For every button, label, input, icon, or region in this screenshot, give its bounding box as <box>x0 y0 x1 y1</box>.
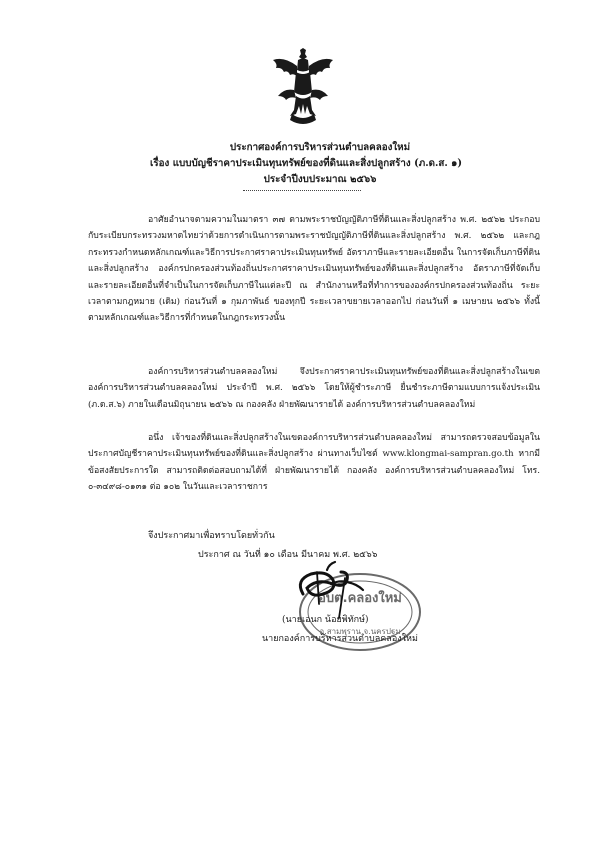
title-divider <box>243 190 361 191</box>
paragraph-3: อนึ่ง เจ้าของที่ดินและสิ่งปลูกสร้างในเขตองค์การบริหารส่วนตำบลคลองใหม่ สามารถตรวจสอบข้อมูลในประกาศบัญชีราคาประเมินทุนทรัพย์ของที่ดินและสิ่งปลูกสร้าง ผ่านทางเว็บไซต์ www.klongmai-sampran.go.th หากมีข้อสงสัยประการใด สามารถติดต่อสอบถามได้ที่ ฝ่ายพัฒนารายได้ กองคลัง องค์การบริหารส่วนตำบลคลองใหม่ โทร. ๐-๓๔๙๘-๐๑๓๑ ต่อ ๑๐๒ ในวันและเวลาราชการ <box>88 433 540 493</box>
document-title <box>130 140 510 188</box>
title-line-2: เรื่อง แบบบัญชีราคาประเมินทุนทรัพย์ของที่ดินและสิ่งปลูกสร้าง (ภ.ด.ส. ๑) <box>150 158 463 169</box>
paragraph-2: องค์การบริหารส่วนตำบลคลองใหม่ จึงประกาศราคาประเมินทุนทรัพย์ของที่ดินและสิ่งปลูกสร้างในเขต องค์การบริหารส่วนตำบลคลองใหม่ ประจำปี พ.ศ. ๒๕๖๖ โดยให้ผู้ชำระภาษี ยื่นชำระภาษีตามแบบการแจ้งประเมิน (ภ.ด.ส.๖) ภายในเดือนมิถุนายน ๒๕๖๖ ณ กองคลัง ฝ่ายพัฒนารายได้ องค์การบริหารส่วนตำบลคลองใหม่ <box>88 367 540 410</box>
signature <box>287 560 383 620</box>
paragraph-1: อาศัยอำนาจตามความในมาตรา ๓๗ ตามพระราชบัญญัติภาษีที่ดินและสิ่งปลูกสร้าง พ.ศ. ๒๕๖๒ ประกอบกับระเบียบกระทรวงมหาดไทยว่าด้วยการดำเนินการตามพระราชบัญญัติภาษีที่ดินและสิ่งปลูกสร้าง พ.ศ. ๒๕๖๒ และกฎกระทรวงกำหนดหลักเกณฑ์และวิธีการประกาศราคาประเมินทุนทรัพย์ อัตราภาษีและรายละเอียดอื่น ในการจัดเก็บภาษีที่ดินและสิ่งปลูกสร้าง องค์กรปกครองส่วนท้องถิ่นประกาศราคาประเมินทุนทรัพย์ของที่ดินและสิ่งปลูกสร้าง อัตราภาษีที่จัดเก็บ และรายละเอียดอื่นที่จำเป็นในการจัดเก็บภาษีในแต่ละปี ณ สำนักงานหรือที่ทำการขององค์กรปกครองส่วนท้องถิ่น ระยะเวลาตามกฎหมาย (เดิม) ก่อนวันที่ ๑ กุมภาพันธ์ ของทุกปี ระยะเวลาขยายเวลาออกไป ก่อนวันที่ ๑ เมษายน ๒๕๖๖ ทั้งนี้ตามหลักเกณฑ์และวิธีการที่กำหนดในกฎกระทรวงนั้น <box>88 215 540 324</box>
title-line-3: ประจำปีงบประมาณ ๒๕๖๖ <box>263 174 377 185</box>
title-line-1: ประกาศองค์การบริหารส่วนตำบลคลองใหม่ <box>229 142 411 153</box>
seal-text-top: อบต.คลองใหม่ <box>318 591 402 606</box>
garuda-emblem-icon <box>270 48 336 128</box>
seal-text-bottom: อ.สามพราน จ.นครปฐม <box>319 627 401 636</box>
signer-name: (นายเอนก น้อยพิทักษ์) <box>282 615 369 625</box>
date-line: ประกาศ ณ วันที่ ๑๐ เดือน มีนาคม พ.ศ. ๒๕๖๖ <box>198 550 378 560</box>
signer-title: นายกองค์การบริหารส่วนตำบลคลองใหม่ <box>262 634 418 644</box>
announce-line: จึงประกาศมาเพื่อทราบโดยทั่วกัน <box>148 531 275 541</box>
